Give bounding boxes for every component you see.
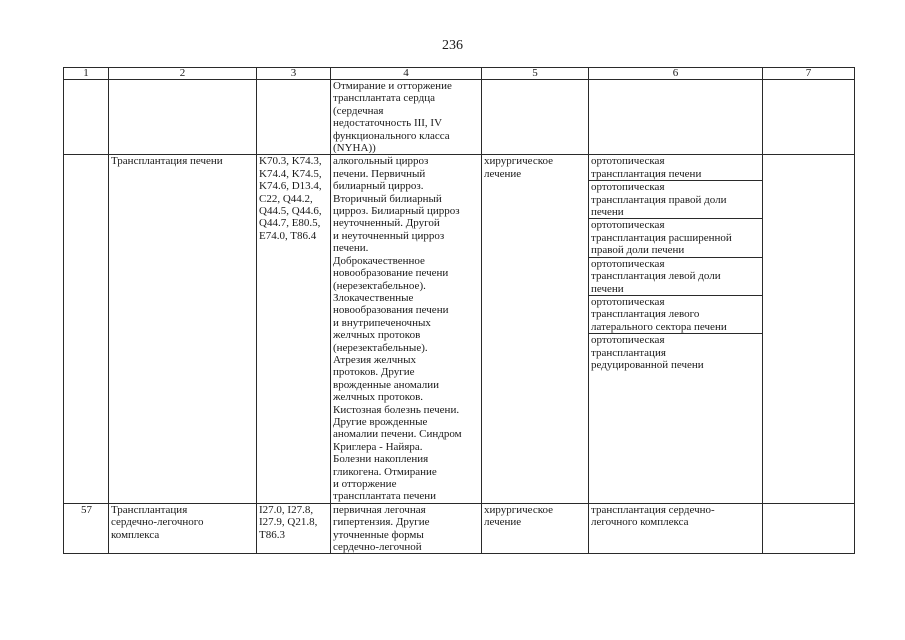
diagnosis-cell-line: Атрезия желчных [333, 353, 417, 366]
procedure-item [589, 334, 762, 371]
diagnosis-cell-line: новообразования печени [333, 304, 449, 317]
procedure-item [589, 296, 762, 334]
procedure-item [589, 155, 762, 181]
procedure-item-line: печени [591, 282, 624, 295]
diagnosis-cell-line: (NYHA)) [333, 142, 376, 155]
diagnosis-cell-line: Кистозная болезнь печени. [333, 403, 460, 416]
procedure-name-cell-line: комплекса [111, 528, 160, 541]
diagnosis-cell-line: и отторжение [333, 478, 397, 490]
procedure-name-cell [109, 80, 257, 155]
procedure-item [589, 258, 762, 296]
procedure-item [589, 504, 762, 529]
icd-codes-cell-line: K74.4, K74.5, [259, 167, 322, 180]
diagnosis-cell-line: первичная легочная [333, 503, 426, 516]
column-header: 5 [482, 68, 589, 80]
column-header: 2 [109, 68, 257, 80]
procedure-item-line: трансплантация сердечно- [591, 503, 715, 516]
icd-codes-cell-line: I27.9, Q21.8, [259, 516, 318, 529]
icd-codes-cell-line: Q44.7, E80.5, [259, 217, 321, 230]
procedure-item-line: ортотопическая [591, 219, 665, 232]
treatment-method-cell-line: хирургическое [484, 503, 554, 516]
diagnosis-cell-line: протоков. Другие [333, 366, 415, 379]
treatment-method-cell-line: хирургическое [484, 155, 554, 168]
diagnosis-cell [331, 155, 482, 503]
cost-cell [763, 80, 855, 155]
diagnosis-cell-line: желчных протоков [333, 329, 421, 342]
column-header: 3 [257, 68, 331, 80]
procedure-item-line: ортотопическая [591, 155, 665, 168]
row-number-cell [64, 80, 109, 155]
procedure-item-line: трансплантация расширенной [591, 231, 732, 244]
diagnosis-cell-line: аномалии печени. Синдром [333, 428, 462, 441]
treatment-method-cell-line: лечение [484, 167, 522, 180]
procedure-item-line: ортотопическая [591, 257, 665, 270]
icd-codes-cell [257, 80, 331, 155]
icd-codes-cell [257, 503, 331, 554]
procedure-item-line: ортотопическая [591, 181, 665, 194]
diagnosis-cell-line: Другие врожденные [333, 415, 428, 428]
diagnosis-cell-line: и неуточненный цирроз [333, 229, 445, 242]
column-header: 6 [589, 68, 763, 80]
procedure-item-line: трансплантация [591, 346, 666, 359]
diagnosis-cell-line: врожденные аномалии [333, 378, 439, 391]
diagnosis-cell-line: Болезни накопления [333, 453, 429, 466]
diagnosis-cell-line: Отмирание и отторжение [333, 80, 452, 92]
column-header: 4 [331, 68, 482, 80]
procedure-name-cell [109, 503, 257, 554]
diagnosis-cell-line: новообразование печени [333, 267, 449, 280]
table-row [64, 80, 855, 155]
diagnosis-cell-line: Доброкачественное [333, 254, 425, 267]
procedure-item [589, 219, 762, 257]
procedure-name-cell-line: Трансплантация печени [111, 155, 223, 168]
procedure-item-line: легочного комплекса [591, 516, 689, 529]
diagnosis-cell-line: Криглера - Найяра. [333, 440, 423, 453]
diagnosis-cell-line: алкогольный цирроз [333, 155, 429, 168]
diagnosis-cell-line: и внутрипеченочных [333, 316, 431, 329]
table-body [64, 80, 855, 554]
icd-codes-cell-line: K74.6, D13.4, [259, 180, 322, 193]
cost-cell [763, 503, 855, 554]
diagnosis-cell [331, 503, 482, 554]
procedure-item-line: трансплантация левой доли [591, 270, 721, 283]
procedure-item-line: трансплантация печени [591, 167, 702, 180]
cost-cell [763, 155, 855, 503]
diagnosis-cell-line: недостаточность III, IV [333, 117, 443, 130]
column-number-row [64, 68, 855, 80]
row-number-cell [64, 155, 109, 503]
treatment-method-cell [482, 155, 589, 503]
procedure-item-line: ортотопическая [591, 295, 665, 308]
diagnosis-cell-line: Вторичный билиарный [333, 192, 442, 205]
diagnosis-cell-line: гликогена. Отмирание [333, 465, 437, 478]
diagnosis-cell-line: (нерезектабельные). [333, 341, 428, 354]
column-header: 7 [763, 68, 855, 80]
table-row [64, 155, 855, 503]
procedure-name-cell-line: Трансплантация [111, 503, 188, 516]
diagnosis-cell-line: цирроз. Билиарный цирроз [333, 205, 460, 218]
treatment-method-cell [482, 503, 589, 554]
diagnosis-cell-line: функционального класса [333, 129, 450, 142]
procedure-item-line: ортотопическая [591, 334, 665, 347]
procedure-name-cell-line: сердечно-легочного [111, 516, 204, 529]
medical-procedures-table [63, 67, 855, 554]
treatment-method-cell [482, 80, 589, 155]
diagnosis-cell-line: трансплантата печени [333, 490, 437, 503]
procedure-item-line: трансплантация правой доли [591, 193, 727, 206]
icd-codes-cell [257, 155, 331, 503]
page-number: 236 [442, 38, 463, 53]
diagnosis-cell-line: гипертензия. Другие [333, 516, 430, 529]
diagnosis-cell [331, 80, 482, 155]
diagnosis-cell-line: желчных протоков. [333, 391, 424, 404]
diagnosis-cell-line: трансплантата сердца [333, 92, 435, 105]
diagnosis-cell-line: (нерезектабельное). [333, 279, 426, 292]
icd-codes-cell-line: I27.0, I27.8, [259, 503, 314, 516]
icd-codes-cell-line: K70.3, K74.3, [259, 155, 322, 168]
diagnosis-cell-line: Злокачественные [333, 291, 414, 304]
procedure-item-line: редуцированной печени [591, 358, 704, 371]
diagnosis-cell-line: печени. Первичный [333, 167, 426, 180]
diagnosis-cell-line: печени. [333, 242, 369, 255]
treatment-procedures-cell [589, 503, 763, 554]
diagnosis-cell-line: билиарный цирроз. [333, 180, 424, 193]
procedure-item [589, 181, 762, 219]
treatment-procedures-cell [589, 80, 763, 155]
column-header: 1 [64, 68, 109, 80]
treatment-method-cell-line: лечение [484, 516, 522, 529]
icd-codes-cell-line: C22, Q44.2, [259, 192, 313, 205]
diagnosis-cell-line: (сердечная [333, 104, 384, 117]
icd-codes-cell-line: T86.3 [259, 528, 285, 541]
table-row [64, 503, 855, 554]
procedure-name-cell [109, 155, 257, 503]
diagnosis-cell-line: сердечно-легочной [333, 541, 422, 554]
diagnosis-cell-line: неуточненный. Другой [333, 217, 440, 230]
diagnosis-cell-line: уточненные формы [333, 528, 424, 541]
procedure-item-line: правой доли печени [591, 244, 685, 257]
procedure-item-line: латерального сектора печени [591, 320, 727, 333]
icd-codes-cell-line: E74.0, T86.4 [259, 229, 317, 242]
row-number-cell: 57 [64, 503, 109, 554]
procedure-item-line: трансплантация левого [591, 308, 700, 321]
procedure-item-line: печени [591, 206, 624, 219]
treatment-procedures-cell [589, 155, 763, 503]
icd-codes-cell-line: Q44.5, Q44.6, [259, 205, 322, 218]
